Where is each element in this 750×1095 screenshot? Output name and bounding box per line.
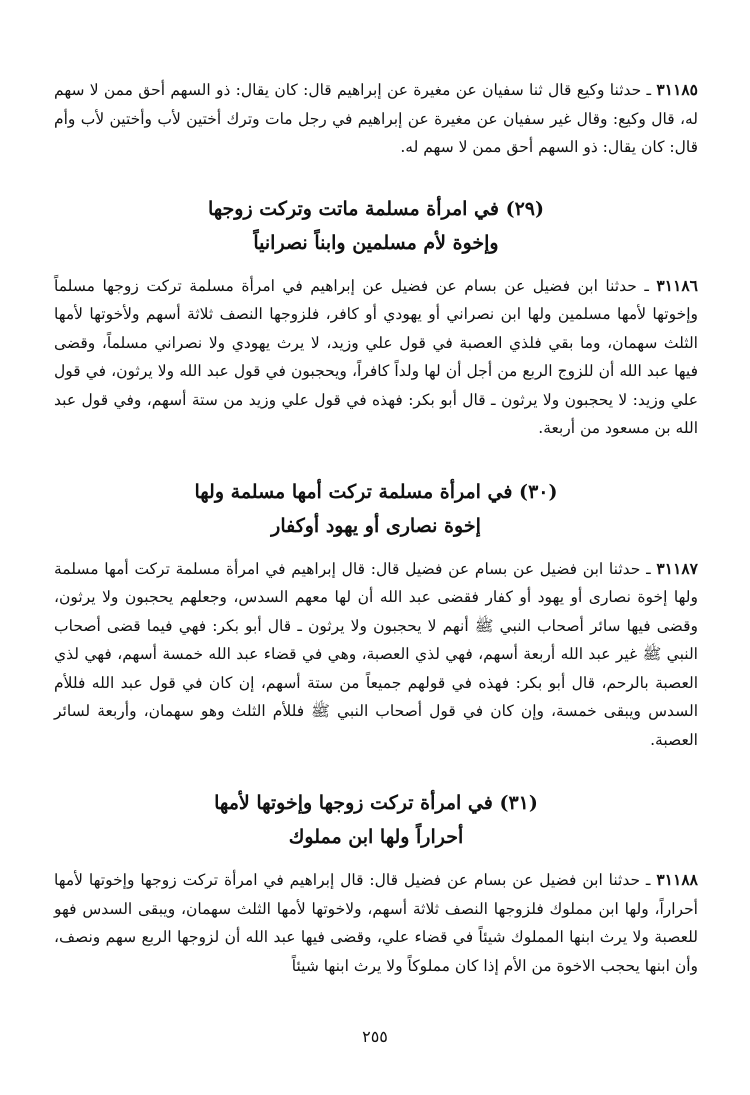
hadith-entry-31188: [54, 866, 698, 980]
heading-line-1: (٢٩) في امرأة مسلمة ماتت وتركت زوجها: [208, 197, 544, 220]
heading-line-1: (٣١) في امرأة تركت زوجها وإخوتها لأمها: [214, 792, 538, 814]
hadith-entry-31185: [54, 76, 698, 162]
entry-text: ـ حدثنا وكيع قال ثنا سفيان عن مغيرة عن إبراهيم قال: كان يقال: ذو السهم أحق ممن لا سهم له، قال وكيع: وقال غير سفيان عن مغيرة عن إبراهيم في رجل مات وترك أختين لأب وأختين لأب وأم قال: كان يقال: ذو السهم أحق ممن لا سهم له.: [54, 81, 698, 156]
entry-text: ـ حدثنا ابن فضيل عن بسام عن فضيل قال: قال إبراهيم في امرأة مسلمة تركت أمها مسلمة ولها إخوة نصارى أو يهود أو كفار فقضى عبد الله أن لها معهم السدس، وجعلهم يحجبون ولا يرثون، وقضى فيها سائر أصحاب النبي ﷺ أنهم لا يحجبون ولا يرثون ـ قال أبو بكر: فهي فيما قضى أصحاب النبي ﷺ غير عبد الله أربعة أسهم، فهي لذي العصبة، وهي في قضاء عبد الله خمسة أسهم، فهي لذي العصبة بالرحم، قال أبو بكر: فهذه في قولهم جميعاً من ستة أسهم، إن كان في قول عبد الله فللأم السدس ويبقى خمسة، وإن كان في قول أصحاب النبي ﷺ فللأم الثلث وهو سهمان، وأربعة لسائر العصبة.: [54, 559, 698, 749]
entry-number: ٣١١٨٥: [656, 80, 698, 99]
entry-text: ـ حدثنا ابن فضيل عن بسام عن فضيل قال: قال إبراهيم في امرأة تركت زوجها وإخوتها لأمها أحراراً، ولها ابن مملوك فلزوجها النصف ثلاثة أسهم، ولاخوتها لأمها الثلث سهمان، ويبقى السدس فهو للعصبة ولا يرث ابنها المملوك شيئاً في قضاء علي، وقضى فيها عبد الله أن لزوجها الربع سهم ونصف، وأن ابنها يحجب الاخوة من الأم إذا كان مملوكاً ولا يرث ابنها شيئاً: [54, 871, 698, 975]
entry-text: ـ حدثنا ابن فضيل عن بسام عن فضيل عن إبراهيم في امرأة مسلمة تركت زوجها مسلماً وإخوتها لأمها مسلمين ولها ابن نصراني أو يهودي أو كافر، فلزوجها النصف ثلاثة أسهم ولأخوتها لأمها الثلث سهمان، وما بقي فلذي العصبة في قول علي وزيد، لا يرث يهودي ولا نصراني مسلماً، وقضى فيها عبد الله أن للزوج الربع من أجل أن لها ولداً كافراً، ويحجبون في قول عبد الله ولا يرثون، في قول علي وزيد: لا يحجبون ولا يرثون ـ قال أبو بكر: فهذه في قول علي وزيد من ستة أسهم، وفي قول عبد الله بن مسعود من أربعة.: [54, 276, 698, 437]
heading-line-2: وإخوة لأم مسلمين وابناً نصرانياً: [253, 231, 499, 254]
section-heading-29: [54, 192, 698, 260]
section-heading-30: [54, 475, 698, 543]
heading-line-1: (٣٠) في امرأة مسلمة تركت أمها مسلمة ولها: [194, 480, 558, 503]
hadith-entry-31186: [54, 272, 698, 443]
entry-number: ٣١١٨٦: [656, 275, 698, 295]
entry-number: ٣١١٨٨: [656, 870, 698, 889]
heading-line-2: إخوة نصارى أو يهود أوكفار: [271, 514, 481, 537]
page-number: ٢٥٥: [362, 1027, 388, 1046]
heading-line-2: أحراراً ولها ابن مملوك: [288, 826, 464, 848]
hadith-entry-31187: [54, 555, 698, 755]
section-heading-31: [54, 786, 698, 854]
entry-number: ٣١١٨٧: [656, 558, 698, 578]
